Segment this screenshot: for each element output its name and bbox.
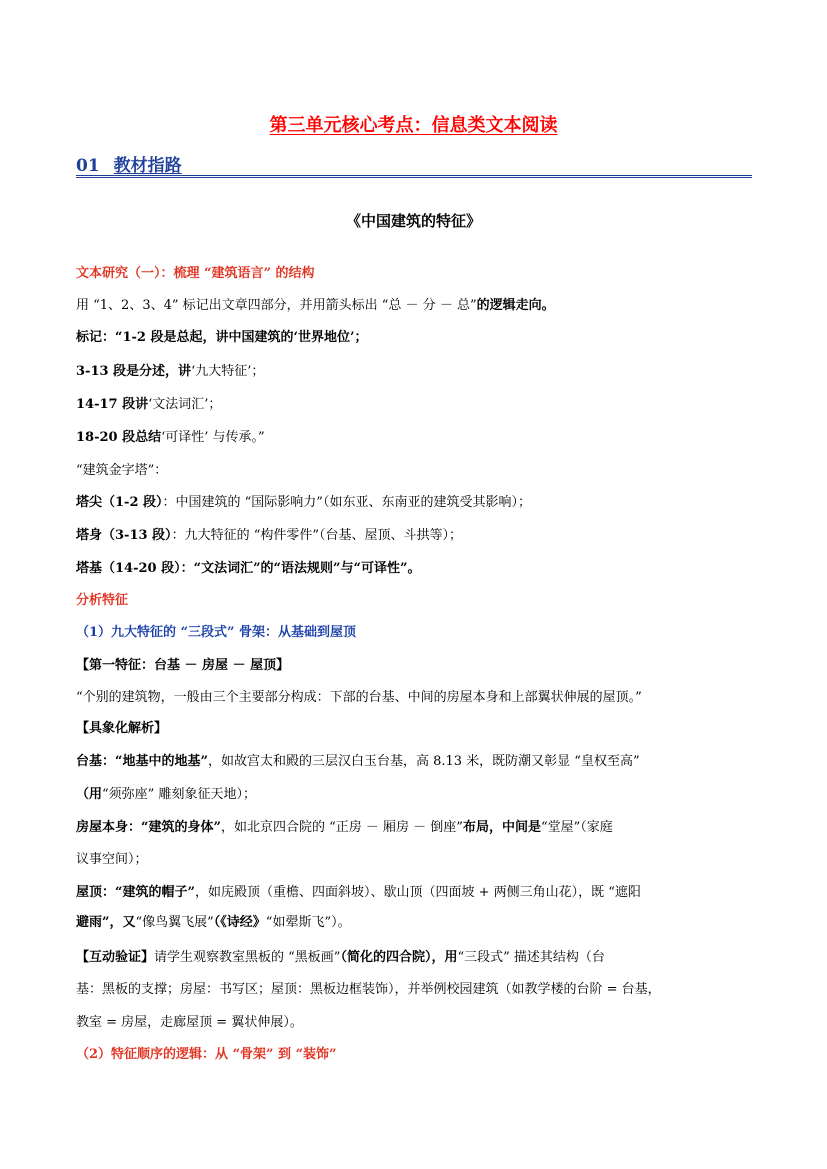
paragraph-14-17-line	[76, 395, 756, 415]
roof-bold-2: 避雨”，又	[76, 915, 136, 930]
taiji-bold: 台基：“地基中的地基”	[76, 754, 208, 769]
article-title: 《中国建筑的特征》	[345, 212, 481, 230]
interact-line-2: 基：黑板的支撑；房屋：书写区；屋顶：黑板边框装饰），并举例校园建筑（如教学楼的台阶 = 台基，	[76, 982, 661, 997]
paragraph-18-20-bold: 18-20 段总结	[76, 430, 162, 445]
pyramid-base-line: 塔基（14-20 段）：“文法词汇”的“语法规则”与“可译性”。	[76, 561, 421, 576]
paragraph-3-13-text: ‘九大特征’；	[191, 364, 265, 379]
pyramid-body-text: ：九大特征的 “构件零件”（台基、屋顶、斗拱等）；	[171, 528, 462, 543]
roof-bold-3: （《诗经》	[213, 915, 266, 930]
pyramid-tip-bold: 塔尖（1-2 段）	[76, 495, 163, 510]
pyramid-tip-line	[76, 493, 756, 513]
interact-text: 请学生观察教室黑板的 “黑板画”	[154, 950, 341, 965]
mark-line: 标记：“1-2 段是总起，讲中国建筑的‘世界地位’；	[76, 330, 368, 345]
paragraph-18-20-line	[76, 428, 756, 448]
paragraph-3-13-line	[76, 362, 756, 382]
roof-line	[76, 883, 756, 903]
paragraph-14-17-text: ‘文法词汇’；	[148, 397, 222, 412]
task-line-bold: 的逻辑走向。	[476, 298, 555, 313]
paragraph-18-20-text: ‘可译性’ 与传承。”	[161, 430, 265, 445]
taiji-text-2: “须弥座” 雕刻象征天地）；	[102, 787, 256, 802]
section-number: 01	[76, 156, 100, 176]
first-feature-heading: 【第一特征：台基 － 房屋 － 屋顶】	[76, 658, 290, 673]
house-line-2: 议事空间）；	[76, 852, 148, 867]
roof-line-2	[76, 913, 756, 933]
quote-line: “个别的建筑物，一般由三个主要部分构成：下部的台基、中间的房屋本身和上部翼状伸展的屋顶。”	[76, 690, 642, 705]
house-text-2: “堂屋”（家庭	[540, 820, 613, 835]
interact-line	[76, 948, 756, 968]
task-line	[76, 296, 756, 316]
house-text: ，如北京四合院的 “正房 － 厢房 － 倒座”	[220, 820, 463, 835]
task-line-text: 用 “1、2、3、4” 标记出文章四部分，并用箭头标出 “总 － 分 － 总”	[76, 298, 477, 313]
house-bold-2: 布局，中间是	[462, 820, 541, 835]
pyramid-tip-text: ：中国建筑的 “国际影响力”（如东亚、东南亚的建筑受其影响）；	[162, 495, 531, 510]
analysis-heading: 分析特征	[76, 593, 129, 608]
subheading-2: （2）特征顺序的逻辑：从 “骨架” 到 “装饰”	[76, 1047, 337, 1062]
taiji-line-2	[76, 785, 756, 805]
paragraph-14-17-bold: 14-17 段讲	[76, 397, 149, 412]
taiji-line	[76, 752, 756, 772]
house-bold: 房屋本身：“建筑的身体”	[76, 820, 221, 835]
unit-title: 第三单元核心考点：信息类文本阅读	[269, 115, 558, 136]
pyramid-body-bold: 塔身（3-13 段）	[76, 528, 172, 543]
taiji-bold-2: （用	[76, 787, 103, 802]
section-label: 教材指路	[113, 156, 182, 176]
interact-text-2: “三段式” 描述其结构（台	[457, 950, 605, 965]
interact-bold: 【互动验证】	[76, 950, 155, 965]
roof-text: ，如庑殿顶（重檐、四面斜坡）、歇山顶（四面坡 + 两侧三角山花），既 “遮阳	[194, 885, 641, 900]
taiji-text: ，如故宫太和殿的三层汉白玉台基，高 8.13 米，既防潮又彰显 “皇权至高”	[207, 754, 640, 769]
paragraph-3-13-bold: 3-13 段是分述，讲	[76, 364, 192, 379]
interact-line-3: 教室 = 房屋，走廊屋顶 = 翼状伸展）。	[76, 1015, 303, 1030]
roof-bold: 屋顶：“建筑的帽子”	[76, 885, 195, 900]
roof-text-3: “如翚斯飞”）。	[265, 915, 351, 930]
interact-bold-2: （简化的四合院），用	[340, 950, 458, 965]
subheading-1: （1）九大特征的 “三段式” 骨架：从基础到屋顶	[76, 625, 357, 640]
section-divider	[76, 175, 752, 178]
pyramid-label: “建筑金字塔”：	[76, 463, 168, 478]
concrete-analysis-heading: 【具象化解析】	[76, 721, 168, 736]
pyramid-body-line	[76, 526, 756, 546]
roof-text-2: “像鸟翼飞展”	[135, 915, 214, 930]
study-heading: 文本研究（一）：梳理 “建筑语言” 的结构	[76, 266, 315, 281]
house-line	[76, 818, 756, 838]
